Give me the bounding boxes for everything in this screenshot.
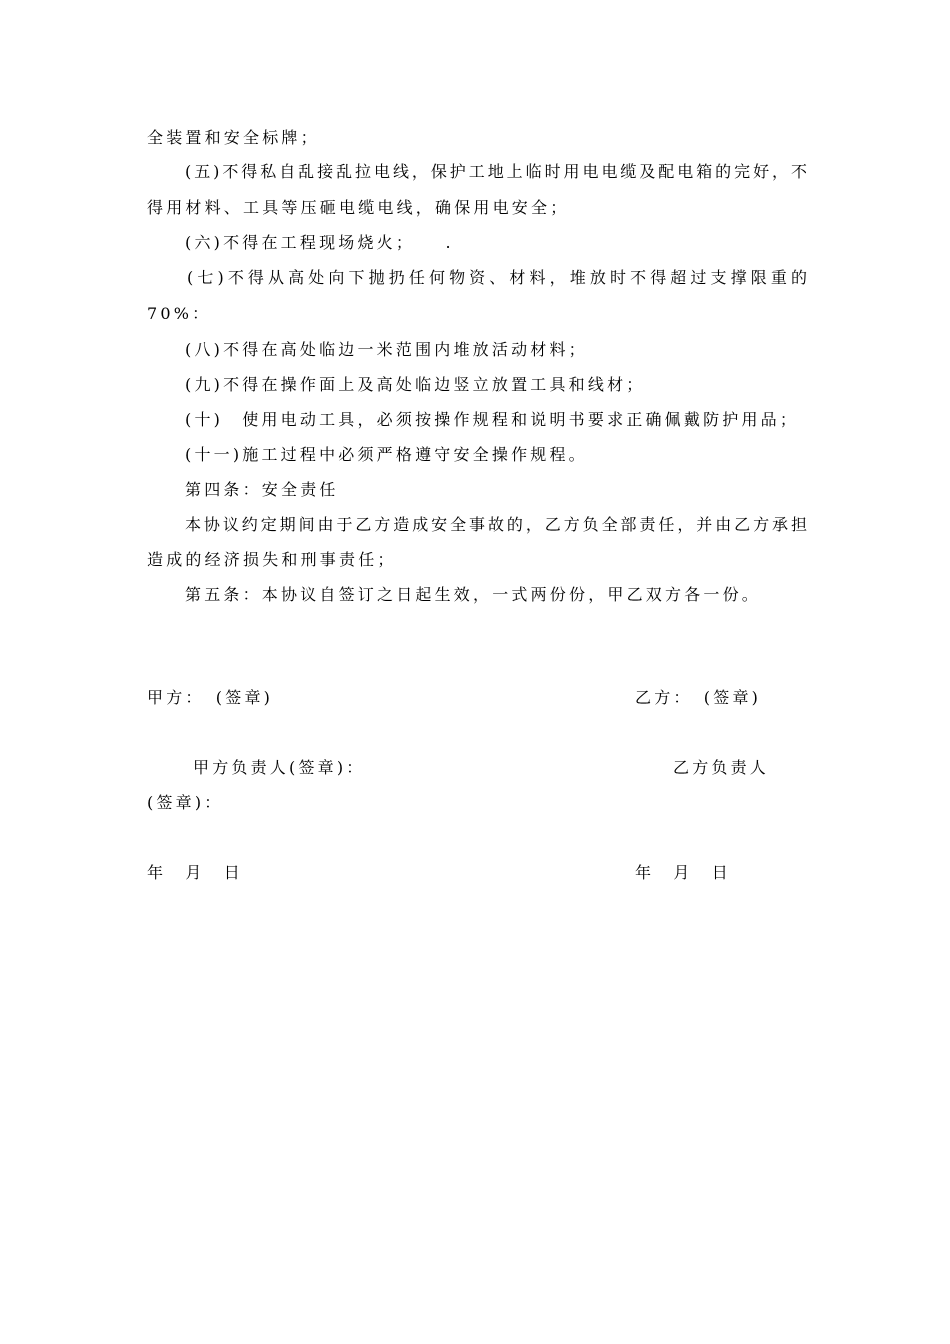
article-4-body: 本协议约定期间由于乙方造成安全事故的，乙方负全部责任，并由乙方承担: [185, 515, 807, 534]
party-a-person-signature: 甲方负责人(签章)：: [193, 758, 366, 777]
party-a-signature: 甲方： (签章): [147, 688, 274, 707]
clause-7: (七)不得从高处向下抛扔任何物资、材料，堆放时不得超过支撑限重的: [187, 268, 807, 287]
article-4-heading: 第四条：安全责任: [185, 480, 339, 499]
text-line: 全装置和安全标牌；: [147, 128, 320, 147]
party-b-signature: 乙方： (签章): [635, 688, 762, 707]
clause-5: (五)不得私自乱接乱拉电线，保护工地上临时用电电缆及配电箱的完好，不: [185, 162, 807, 181]
party-b-date: 年 月 日: [635, 863, 732, 882]
clause-9: (九)不得在操作面上及高处临边竖立放置工具和线材；: [185, 375, 646, 394]
text-line: 得用材料、工具等压砸电缆电线，确保用电安全；: [147, 198, 570, 217]
party-b-person-signature-cont: (签章)：: [147, 793, 224, 812]
article-5: 第五条：本协议自签订之日起生效，一式两份份，甲乙双方各一份。: [185, 585, 762, 604]
clause-8: (八)不得在高处临边一米范围内堆放活动材料；: [185, 340, 588, 359]
clause-11: (十一)施工过程中必须严格遵守安全操作规程。: [185, 445, 588, 464]
text-line: 造成的经济损失和刑事责任；: [147, 550, 397, 569]
party-b-person-signature: 乙方负责人: [673, 758, 770, 777]
clause-6: (六)不得在工程现场烧火； .: [185, 233, 454, 252]
text-line: 70%：: [147, 304, 212, 323]
clause-10: (十) 使用电动工具，必须按操作规程和说明书要求正确佩戴防护用品；: [185, 410, 800, 429]
party-a-date: 年 月 日: [147, 863, 244, 882]
